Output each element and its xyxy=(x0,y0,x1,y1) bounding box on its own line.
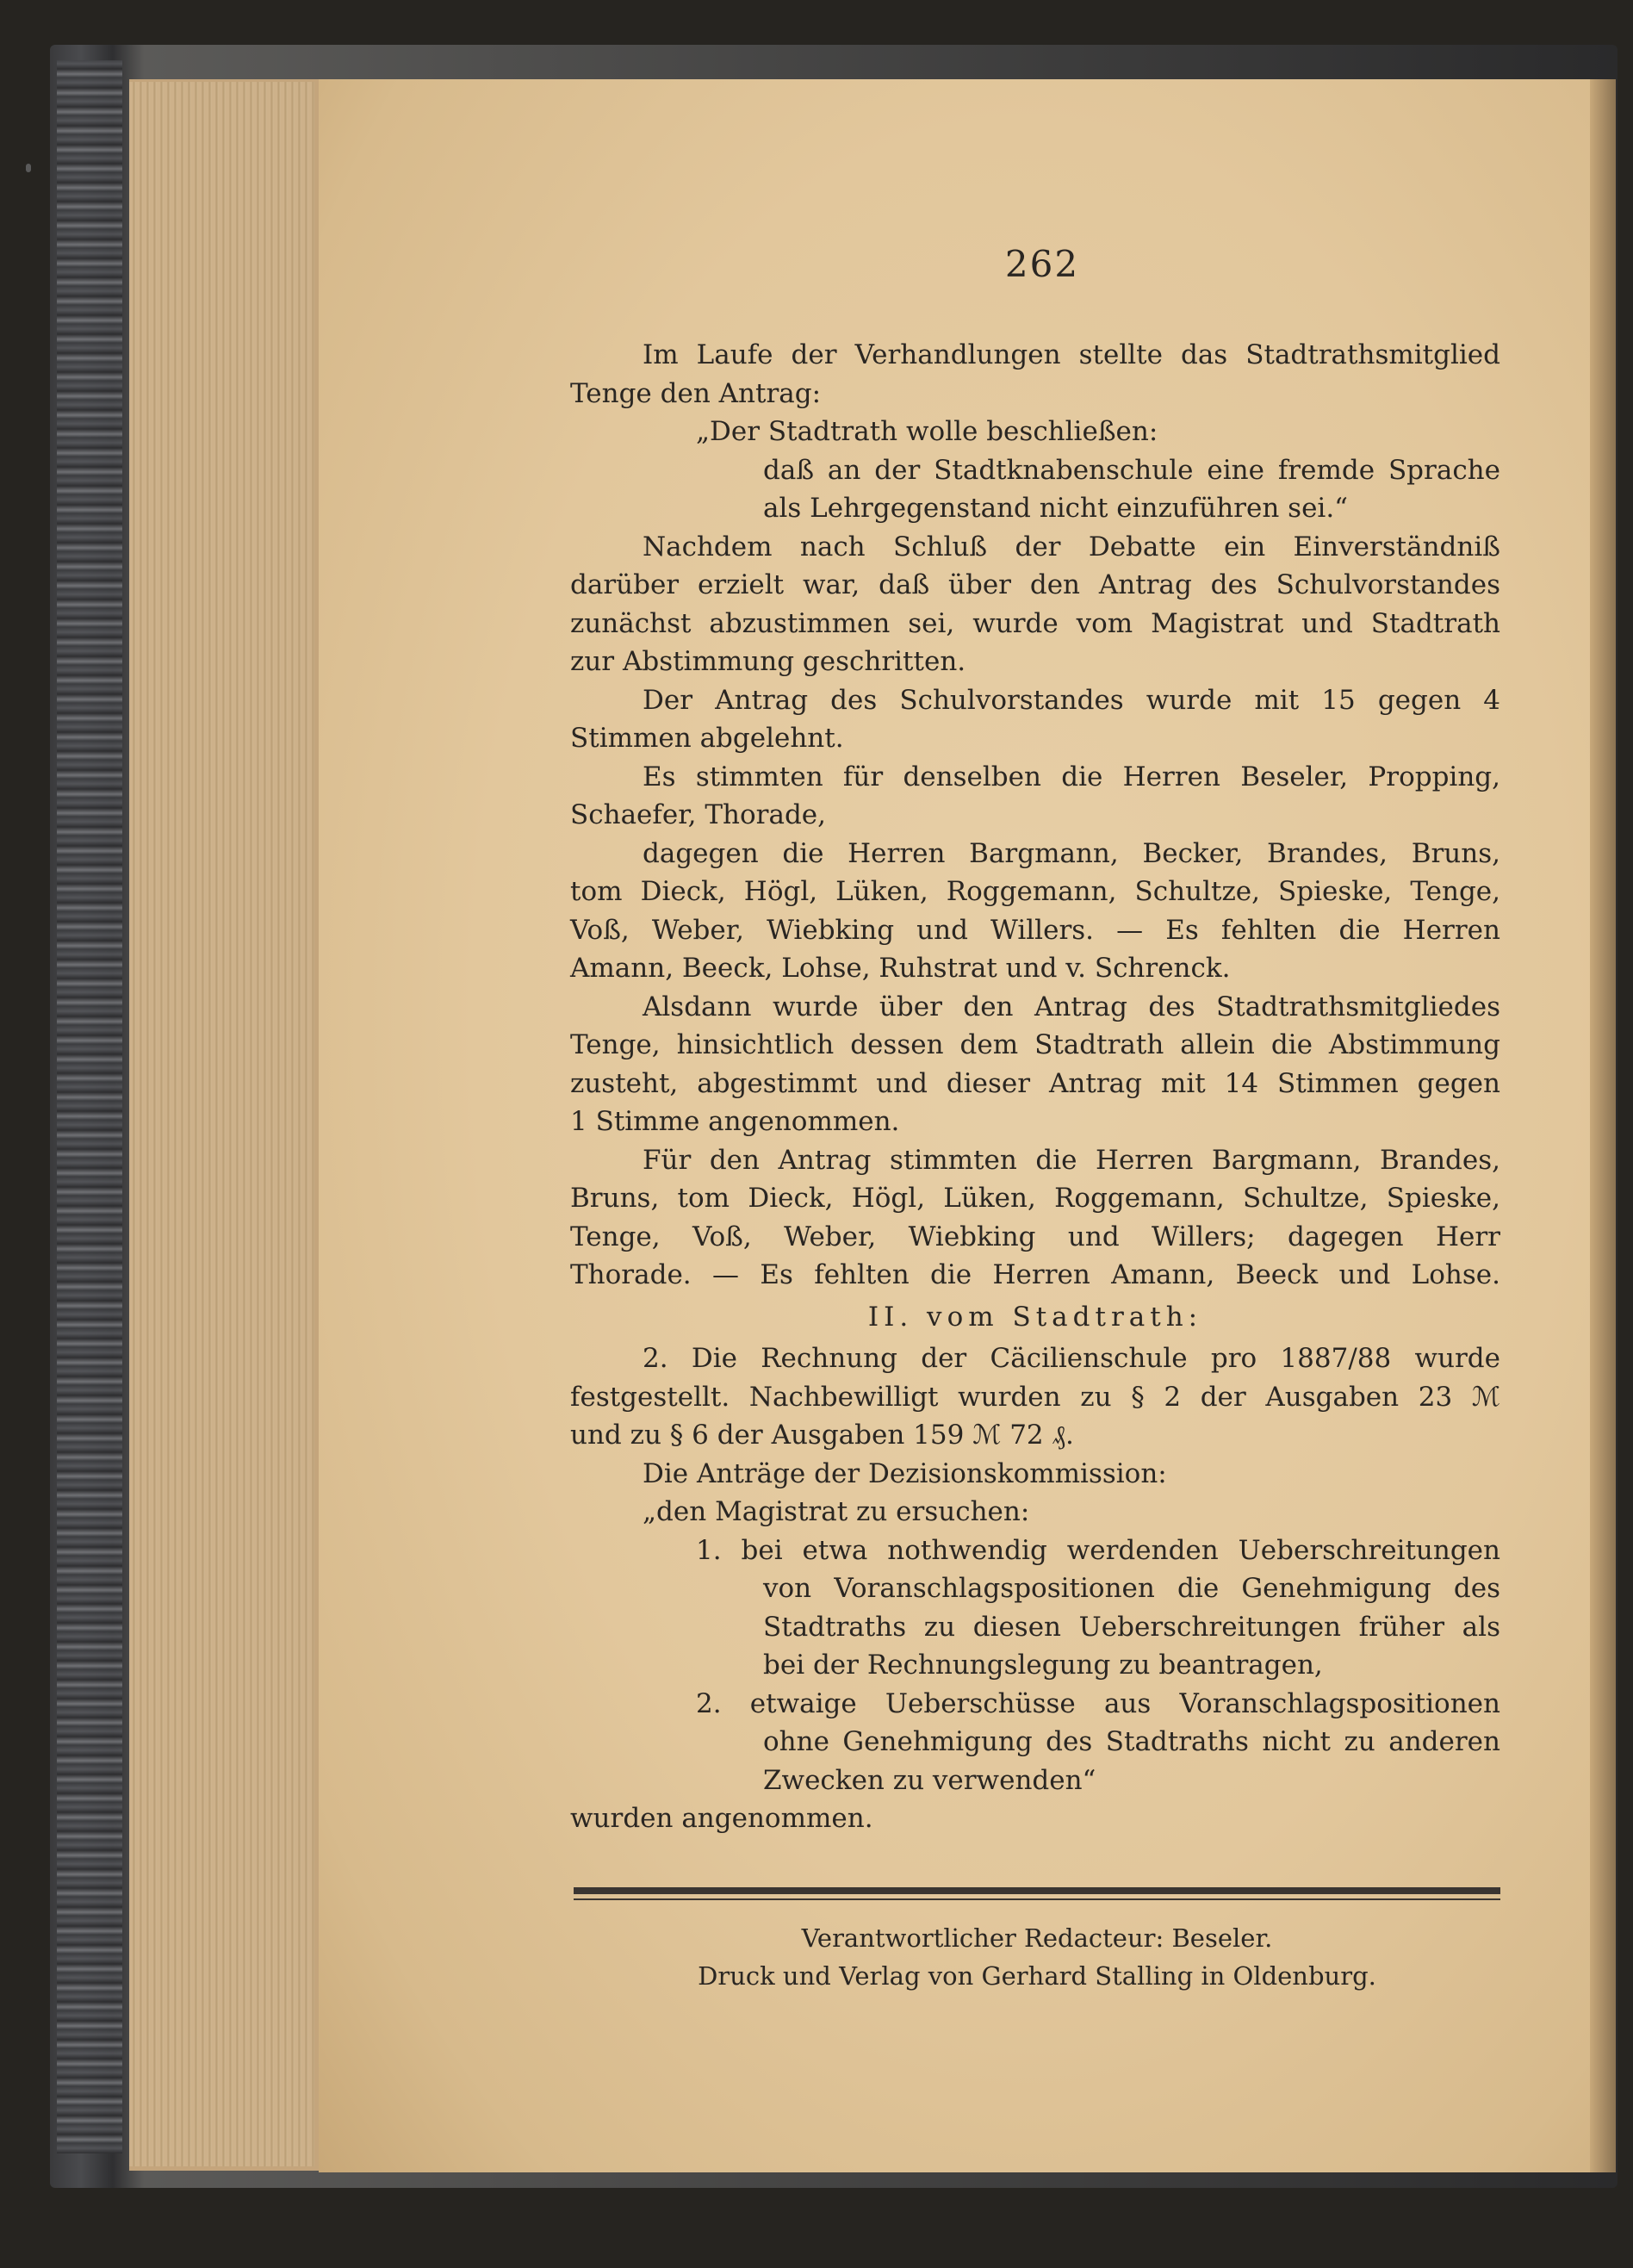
page-number: 262 xyxy=(1004,243,1080,285)
section-heading: II. vom Stadtrath: xyxy=(867,1301,1203,1333)
list-item-line: Stadtraths zu diesen Ueberschreitungen früher als xyxy=(763,1611,1500,1643)
page-right-edge xyxy=(1590,79,1616,2172)
text-line: festgestellt. Nachbewilligt wurden zu § 2 der Ausgaben 23 ℳ xyxy=(570,1381,1500,1413)
list-item-line: 2. etwaige Ueberschüsse aus Voranschlagspositionen xyxy=(696,1687,1500,1719)
text-line: Stimmen abgelehnt. xyxy=(570,723,844,754)
list-item-line: 1. bei etwa nothwendig werdenden Ueberschreitungen xyxy=(696,1534,1500,1566)
rule-thin xyxy=(574,1898,1500,1900)
text-line: Tenge, Voß, Weber, Wiebking und Willers; dagegen Herr xyxy=(570,1221,1500,1252)
text-line: und zu § 6 der Ausgaben 159 ℳ 72 ₰. xyxy=(570,1420,1074,1451)
text-line: tom Dieck, Högl, Lüken, Roggemann, Schultze, Spieske, Tenge, xyxy=(570,876,1500,907)
list-item-line: von Voranschlagspositionen die Genehmigung des xyxy=(763,1573,1500,1604)
page-body xyxy=(570,336,1500,1838)
quote-line: daß an der Stadtknabenschule eine fremde Sprache xyxy=(763,454,1500,486)
text-line: zur Abstimmung geschritten. xyxy=(570,646,966,677)
page-edges xyxy=(129,82,314,2166)
text-line: Amann, Beeck, Lohse, Ruhstrat und v. Schrenck. xyxy=(570,953,1231,984)
cover-marbled-edge xyxy=(57,60,122,2153)
text-line: Thorade. — Es fehlten die Herren Amann, Beeck und Lohse. xyxy=(570,1259,1500,1290)
text-line: Schaefer, Thorade, xyxy=(570,799,826,830)
text-line: darüber erzielt war, daß über den Antrag des Schulvorstandes xyxy=(570,569,1500,600)
text-line: Nachdem nach Schluß der Debatte ein Einverständniß xyxy=(643,531,1500,562)
printer-line: Druck und Verlag von Gerhard Stalling in Oldenburg. xyxy=(698,1961,1376,1991)
text-line: Tenge den Antrag: xyxy=(570,377,822,409)
scan-speck xyxy=(26,164,31,172)
text-line: Im Laufe der Verhandlungen stellte das Stadtrathsmitglied xyxy=(643,339,1500,370)
text-line: dagegen die Herren Bargmann, Becker, Brandes, Bruns, xyxy=(643,837,1500,869)
list-item-line: ohne Genehmigung des Stadtraths nicht zu anderen xyxy=(763,1726,1500,1757)
text-line: 1 Stimme angenommen. xyxy=(570,1106,900,1137)
text-line: Voß, Weber, Wiebking und Willers. — Es fehlten die Herren xyxy=(570,914,1500,946)
text-line: zunächst abzustimmen sei, wurde vom Magistrat und Stadtrath xyxy=(570,607,1500,639)
footer-rule xyxy=(574,1887,1500,1900)
rule-thick xyxy=(574,1887,1500,1894)
quote-line: „den Magistrat zu ersuchen: xyxy=(643,1496,1030,1527)
text-line: wurden angenommen. xyxy=(570,1803,873,1834)
editor-line: Verantwortlicher Redacteur: Beseler. xyxy=(801,1923,1273,1953)
text-line: Alsdann wurde über den Antrag des Stadtrathsmitgliedes xyxy=(643,991,1500,1022)
quote-line: als Lehrgegenstand nicht einzuführen sei.“ xyxy=(763,493,1349,524)
text-line: 2. Die Rechnung der Cäcilienschule pro 1887/88 wurde xyxy=(643,1343,1500,1374)
quote-line: „Der Stadtrath wolle beschließen: xyxy=(696,416,1158,447)
text-line: zusteht, abgestimmt und dieser Antrag mit 14 Stimmen gegen xyxy=(570,1067,1500,1099)
list-item-line: bei der Rechnungslegung zu beantragen, xyxy=(763,1650,1323,1681)
list-item-line: Zwecken zu verwenden“ xyxy=(763,1764,1096,1796)
text-line: Der Antrag des Schulvorstandes wurde mit 15 gegen 4 xyxy=(643,684,1500,716)
text-line: Für den Antrag stimmten die Herren Bargmann, Brandes, xyxy=(643,1144,1500,1176)
text-line: Die Anträge der Dezisionskommission: xyxy=(643,1457,1167,1489)
text-line: Es stimmten für denselben die Herren Beseler, Propping, xyxy=(643,761,1500,792)
text-line: Tenge, hinsichtlich dessen dem Stadtrath allein die Abstimmung xyxy=(570,1029,1500,1060)
text-line: Bruns, tom Dieck, Högl, Lüken, Roggemann, Schultze, Spieske, xyxy=(570,1183,1500,1214)
imprint xyxy=(574,1919,1500,1995)
